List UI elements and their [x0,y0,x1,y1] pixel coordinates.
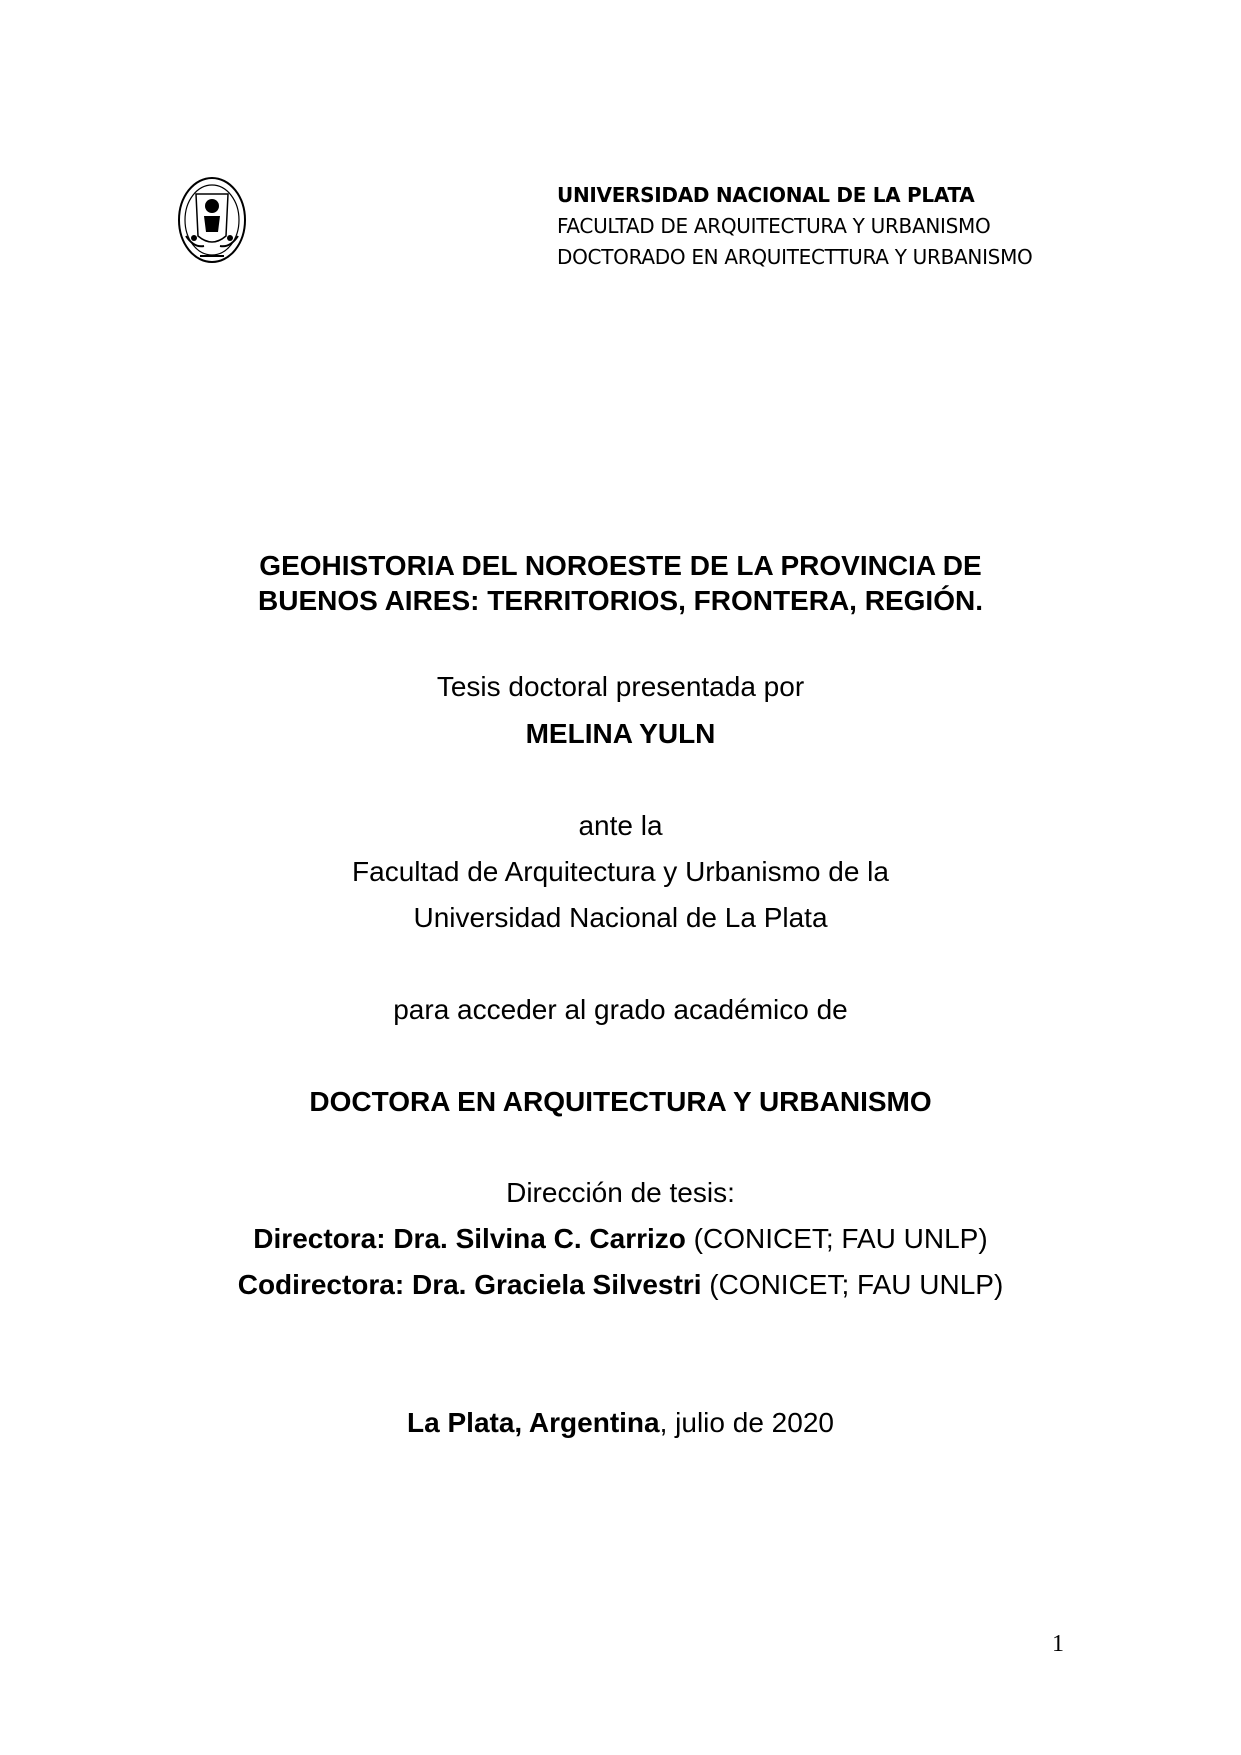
page-number: 1 [1052,1631,1064,1657]
director-name: Directora: Dra. Silvina C. Carrizo [253,1223,686,1254]
before-label: ante la [578,810,663,841]
thesis-title-line2: BUENOS AIRES: TERRITORIOS, FRONTERA, REGIÓN. [258,585,983,616]
director-affiliation: (CONICET; FAU UNLP) [685,1223,988,1254]
director-line [0,1216,1241,1262]
institution-line2: Universidad Nacional de La Plata [413,902,828,933]
institution-header [557,180,1032,273]
direction-label: Dirección de tesis: [506,1177,735,1208]
codirector-name: Codirectora: Dra. Graciela Silvestri [237,1269,702,1300]
faculty-name: FACULTAD DE ARQUITECTURA Y URBANISMO [557,214,991,238]
degree-intro: para acceder al grado académico de [393,994,848,1025]
thesis-title-line1: GEOHISTORIA DEL NOROESTE DE LA PROVINCIA DE [259,550,982,581]
date: , julio de 2020 [659,1407,834,1438]
university-name: UNIVERSIDAD NACIONAL DE LA PLATA [557,183,975,207]
codirector-line [0,1262,1241,1308]
place: La Plata, Argentina [407,1407,660,1438]
presented-by-label: Tesis doctoral presentada por [436,671,805,702]
place-date-line [0,1400,1241,1446]
codirector-affiliation: (CONICET; FAU UNLP) [701,1269,1004,1300]
institution-line1: Facultad de Arquitectura y Urbanismo de la [352,856,889,887]
university-seal-icon [176,176,248,268]
program-name: DOCTORADO EN ARQUITECTTURA Y URBANISMO [557,245,1033,269]
author-name: MELINA YULN [525,718,716,749]
thesis-title [0,548,1241,618]
degree-name: DOCTORA EN ARQUITECTURA Y URBANISMO [309,1086,932,1117]
